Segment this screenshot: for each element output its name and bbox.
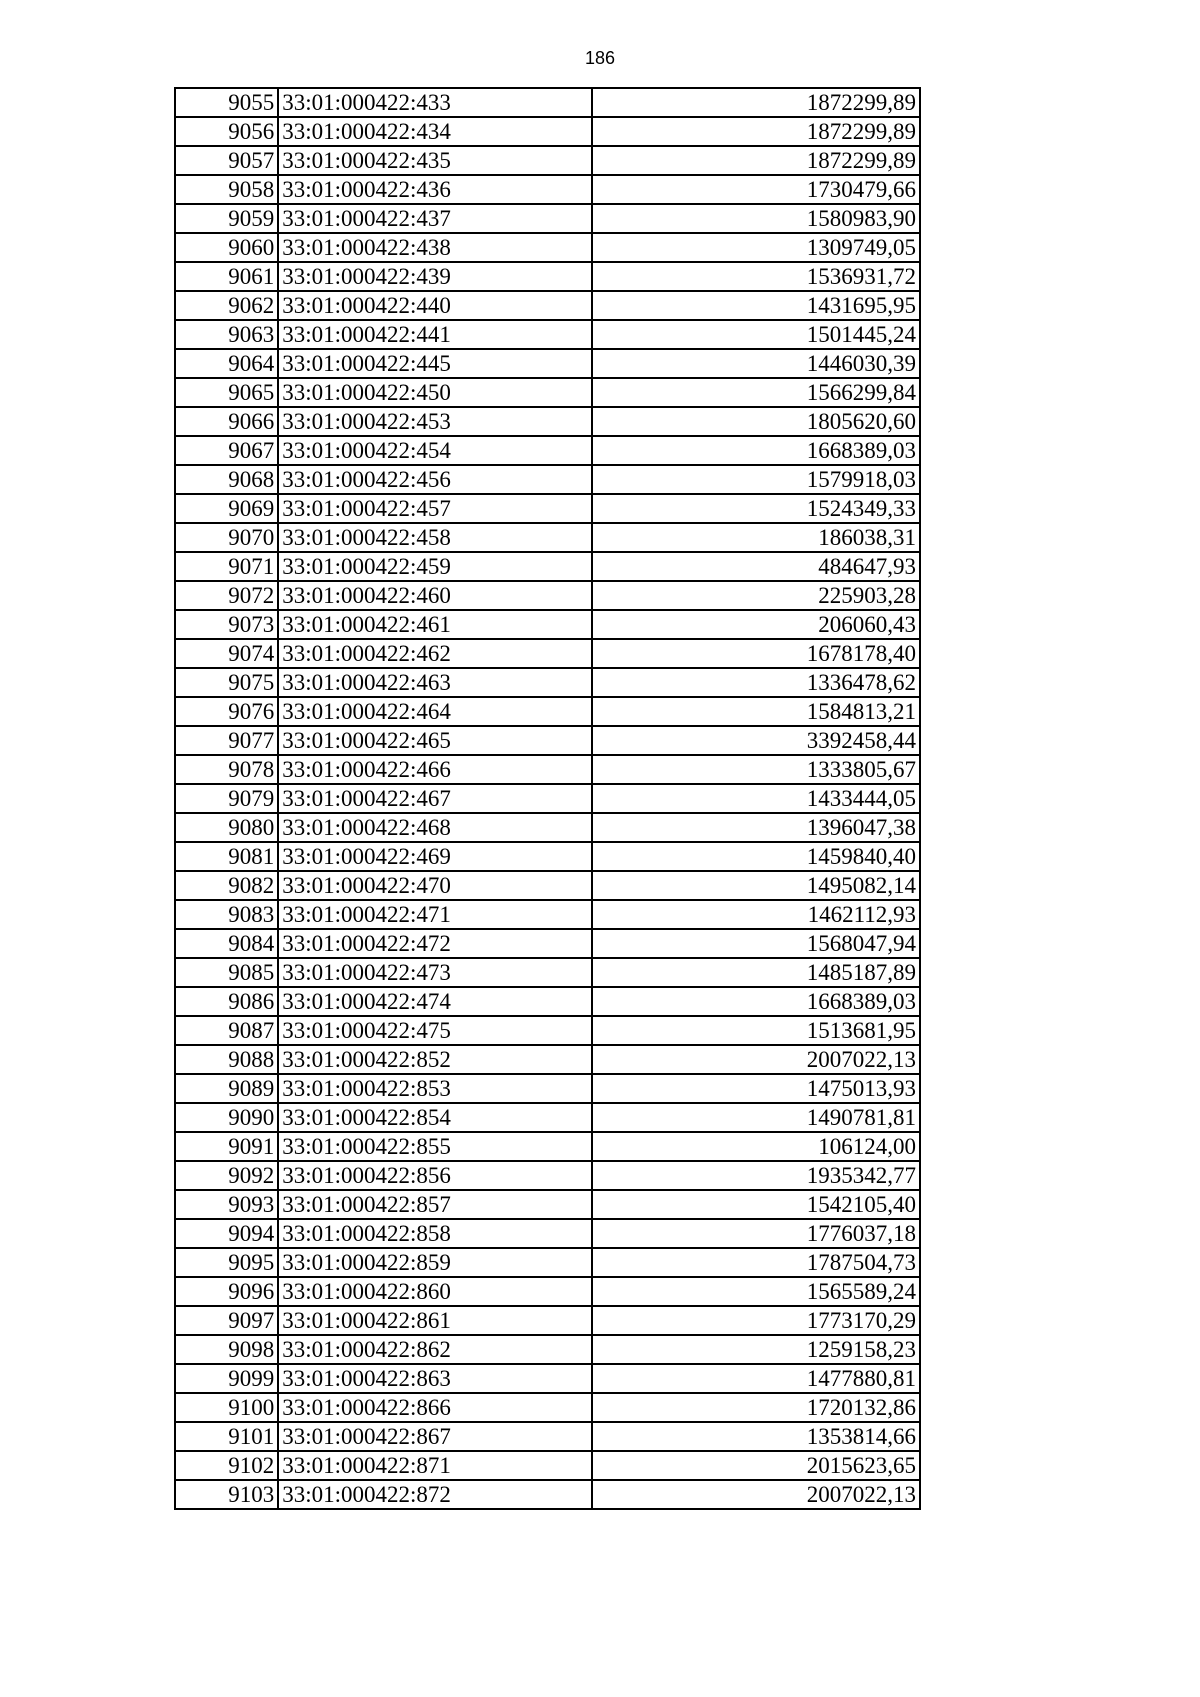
- table-row: [175, 117, 920, 146]
- table-row: [175, 88, 920, 117]
- row-number-cell: 9066: [175, 407, 278, 436]
- row-number-cell: 9087: [175, 1016, 278, 1045]
- cadastral-value-cell: 1730479,66: [592, 175, 920, 204]
- table-row: [175, 233, 920, 262]
- cadastral-number-cell: 33:01:000422:855: [278, 1132, 592, 1161]
- cadastral-value-cell: 1787504,73: [592, 1248, 920, 1277]
- cadastral-value-cell: 1459840,40: [592, 842, 920, 871]
- cadastral-number-cell: 33:01:000422:439: [278, 262, 592, 291]
- table-row: [175, 1277, 920, 1306]
- row-number-cell: 9100: [175, 1393, 278, 1422]
- cadastral-number-cell: 33:01:000422:433: [278, 88, 592, 117]
- cadastral-number-cell: 33:01:000422:467: [278, 784, 592, 813]
- cadastral-value-cell: 1805620,60: [592, 407, 920, 436]
- cadastral-number-cell: 33:01:000422:454: [278, 436, 592, 465]
- cadastral-number-cell: 33:01:000422:474: [278, 987, 592, 1016]
- row-number-cell: 9055: [175, 88, 278, 117]
- table-row: [175, 1132, 920, 1161]
- cadastral-value-cell: 1490781,81: [592, 1103, 920, 1132]
- cadastral-value-cell: 1579918,03: [592, 465, 920, 494]
- cadastral-number-cell: 33:01:000422:468: [278, 813, 592, 842]
- table-row: [175, 1045, 920, 1074]
- table-row: [175, 1248, 920, 1277]
- cadastral-number-cell: 33:01:000422:471: [278, 900, 592, 929]
- table-row: [175, 1161, 920, 1190]
- cadastral-value-cell: 1495082,14: [592, 871, 920, 900]
- cadastral-number-cell: 33:01:000422:475: [278, 1016, 592, 1045]
- table-row: [175, 407, 920, 436]
- row-number-cell: 9056: [175, 117, 278, 146]
- table-row: [175, 1103, 920, 1132]
- cadastral-value-cell: 484647,93: [592, 552, 920, 581]
- cadastral-number-cell: 33:01:000422:470: [278, 871, 592, 900]
- cadastral-value-cell: 1872299,89: [592, 117, 920, 146]
- table-row: [175, 1364, 920, 1393]
- cadastral-value-cell: 1566299,84: [592, 378, 920, 407]
- row-number-cell: 9086: [175, 987, 278, 1016]
- row-number-cell: 9065: [175, 378, 278, 407]
- cadastral-value-cell: 1580983,90: [592, 204, 920, 233]
- cadastral-value-cell: 1309749,05: [592, 233, 920, 262]
- cadastral-value-cell: 1431695,95: [592, 291, 920, 320]
- row-number-cell: 9081: [175, 842, 278, 871]
- cadastral-value-cell: 1678178,40: [592, 639, 920, 668]
- table-row: [175, 987, 920, 1016]
- cadastral-value-cell: 1776037,18: [592, 1219, 920, 1248]
- row-number-cell: 9091: [175, 1132, 278, 1161]
- row-number-cell: 9060: [175, 233, 278, 262]
- cadastral-number-cell: 33:01:000422:438: [278, 233, 592, 262]
- cadastral-value-cell: 1668389,03: [592, 436, 920, 465]
- cadastral-value-cell: 2007022,13: [592, 1480, 920, 1509]
- cadastral-number-cell: 33:01:000422:463: [278, 668, 592, 697]
- table-row: [175, 1016, 920, 1045]
- row-number-cell: 9089: [175, 1074, 278, 1103]
- cadastral-number-cell: 33:01:000422:863: [278, 1364, 592, 1393]
- cadastral-value-cell: 1568047,94: [592, 929, 920, 958]
- table-row: [175, 291, 920, 320]
- row-number-cell: 9085: [175, 958, 278, 987]
- row-number-cell: 9092: [175, 1161, 278, 1190]
- table-row: [175, 552, 920, 581]
- row-number-cell: 9090: [175, 1103, 278, 1132]
- table-row: [175, 1306, 920, 1335]
- cadastral-number-cell: 33:01:000422:872: [278, 1480, 592, 1509]
- cadastral-number-cell: 33:01:000422:469: [278, 842, 592, 871]
- cadastral-number-cell: 33:01:000422:460: [278, 581, 592, 610]
- cadastral-value-cell: 1501445,24: [592, 320, 920, 349]
- table-row: [175, 436, 920, 465]
- row-number-cell: 9074: [175, 639, 278, 668]
- table-row: [175, 900, 920, 929]
- cadastral-value-cell: 3392458,44: [592, 726, 920, 755]
- table-row: [175, 262, 920, 291]
- row-number-cell: 9064: [175, 349, 278, 378]
- table-row: [175, 784, 920, 813]
- row-number-cell: 9088: [175, 1045, 278, 1074]
- row-number-cell: 9084: [175, 929, 278, 958]
- cadastral-value-cell: 206060,43: [592, 610, 920, 639]
- table-row: [175, 755, 920, 784]
- table-row: [175, 958, 920, 987]
- row-number-cell: 9079: [175, 784, 278, 813]
- table-row: [175, 610, 920, 639]
- row-number-cell: 9070: [175, 523, 278, 552]
- cadastral-value-cell: 1333805,67: [592, 755, 920, 784]
- cadastral-value-cell: 1542105,40: [592, 1190, 920, 1219]
- cadastral-value-cell: 1872299,89: [592, 146, 920, 175]
- cadastral-value-cell: 1668389,03: [592, 987, 920, 1016]
- cadastral-value-cell: 225903,28: [592, 581, 920, 610]
- row-number-cell: 9093: [175, 1190, 278, 1219]
- row-number-cell: 9078: [175, 755, 278, 784]
- cadastral-number-cell: 33:01:000422:866: [278, 1393, 592, 1422]
- table-row: [175, 1190, 920, 1219]
- row-number-cell: 9099: [175, 1364, 278, 1393]
- cadastral-number-cell: 33:01:000422:853: [278, 1074, 592, 1103]
- cadastral-number-cell: 33:01:000422:473: [278, 958, 592, 987]
- row-number-cell: 9095: [175, 1248, 278, 1277]
- cadastral-number-cell: 33:01:000422:450: [278, 378, 592, 407]
- table-row: [175, 813, 920, 842]
- cadastral-value-cell: 1336478,62: [592, 668, 920, 697]
- row-number-cell: 9072: [175, 581, 278, 610]
- cadastral-number-cell: 33:01:000422:852: [278, 1045, 592, 1074]
- cadastral-number-cell: 33:01:000422:462: [278, 639, 592, 668]
- row-number-cell: 9103: [175, 1480, 278, 1509]
- table-row: [175, 378, 920, 407]
- row-number-cell: 9069: [175, 494, 278, 523]
- row-number-cell: 9102: [175, 1451, 278, 1480]
- table-row: [175, 1393, 920, 1422]
- cadastral-value-cell: 1396047,38: [592, 813, 920, 842]
- cadastral-number-cell: 33:01:000422:858: [278, 1219, 592, 1248]
- cadastral-number-cell: 33:01:000422:453: [278, 407, 592, 436]
- cadastral-number-cell: 33:01:000422:457: [278, 494, 592, 523]
- cadastral-value-cell: 1353814,66: [592, 1422, 920, 1451]
- row-number-cell: 9083: [175, 900, 278, 929]
- cadastral-number-cell: 33:01:000422:861: [278, 1306, 592, 1335]
- table-row: [175, 175, 920, 204]
- page-number: 186: [584, 48, 616, 68]
- row-number-cell: 9067: [175, 436, 278, 465]
- table-row: [175, 1219, 920, 1248]
- row-number-cell: 9063: [175, 320, 278, 349]
- table-row: [175, 1335, 920, 1364]
- row-number-cell: 9076: [175, 697, 278, 726]
- cadastral-value-cell: 1446030,39: [592, 349, 920, 378]
- row-number-cell: 9057: [175, 146, 278, 175]
- table-row: [175, 204, 920, 233]
- table-row: [175, 1480, 920, 1509]
- cadastral-number-cell: 33:01:000422:466: [278, 755, 592, 784]
- cadastral-number-cell: 33:01:000422:459: [278, 552, 592, 581]
- cadastral-value-cell: 1872299,89: [592, 88, 920, 117]
- row-number-cell: 9098: [175, 1335, 278, 1364]
- cadastral-number-cell: 33:01:000422:435: [278, 146, 592, 175]
- cadastral-number-cell: 33:01:000422:862: [278, 1335, 592, 1364]
- cadastral-number-cell: 33:01:000422:445: [278, 349, 592, 378]
- table-row: [175, 494, 920, 523]
- cadastral-number-cell: 33:01:000422:437: [278, 204, 592, 233]
- table-body: [175, 88, 920, 1509]
- row-number-cell: 9097: [175, 1306, 278, 1335]
- table-row: [175, 697, 920, 726]
- cadastral-value-cell: 106124,00: [592, 1132, 920, 1161]
- table-row: [175, 842, 920, 871]
- table-row: [175, 639, 920, 668]
- cadastral-value-cell: 1513681,95: [592, 1016, 920, 1045]
- row-number-cell: 9096: [175, 1277, 278, 1306]
- table-row: [175, 726, 920, 755]
- table-row: [175, 1451, 920, 1480]
- cadastral-number-cell: 33:01:000422:458: [278, 523, 592, 552]
- cadastral-value-cell: 2007022,13: [592, 1045, 920, 1074]
- cadastral-value-cell: 1477880,81: [592, 1364, 920, 1393]
- cadastral-number-cell: 33:01:000422:871: [278, 1451, 592, 1480]
- row-number-cell: 9062: [175, 291, 278, 320]
- cadastral-number-cell: 33:01:000422:854: [278, 1103, 592, 1132]
- cadastral-value-cell: 2015623,65: [592, 1451, 920, 1480]
- cadastral-value-cell: 1536931,72: [592, 262, 920, 291]
- cadastral-number-cell: 33:01:000422:464: [278, 697, 592, 726]
- row-number-cell: 9094: [175, 1219, 278, 1248]
- cadastral-number-cell: 33:01:000422:440: [278, 291, 592, 320]
- cadastral-value-table: [174, 87, 921, 1510]
- cadastral-number-cell: 33:01:000422:461: [278, 610, 592, 639]
- table-row: [175, 523, 920, 552]
- row-number-cell: 9071: [175, 552, 278, 581]
- table-row: [175, 871, 920, 900]
- table-row: [175, 320, 920, 349]
- cadastral-number-cell: 33:01:000422:434: [278, 117, 592, 146]
- row-number-cell: 9061: [175, 262, 278, 291]
- row-number-cell: 9077: [175, 726, 278, 755]
- cadastral-value-cell: 1524349,33: [592, 494, 920, 523]
- cadastral-number-cell: 33:01:000422:860: [278, 1277, 592, 1306]
- row-number-cell: 9101: [175, 1422, 278, 1451]
- cadastral-number-cell: 33:01:000422:441: [278, 320, 592, 349]
- cadastral-value-cell: 1720132,86: [592, 1393, 920, 1422]
- table-row: [175, 465, 920, 494]
- row-number-cell: 9059: [175, 204, 278, 233]
- cadastral-value-cell: 186038,31: [592, 523, 920, 552]
- table-row: [175, 581, 920, 610]
- cadastral-number-cell: 33:01:000422:465: [278, 726, 592, 755]
- row-number-cell: 9080: [175, 813, 278, 842]
- cadastral-value-cell: 1475013,93: [592, 1074, 920, 1103]
- table-row: [175, 349, 920, 378]
- cadastral-number-cell: 33:01:000422:436: [278, 175, 592, 204]
- cadastral-number-cell: 33:01:000422:456: [278, 465, 592, 494]
- row-number-cell: 9073: [175, 610, 278, 639]
- cadastral-value-cell: 1773170,29: [592, 1306, 920, 1335]
- cadastral-value-cell: 1935342,77: [592, 1161, 920, 1190]
- table-row: [175, 146, 920, 175]
- cadastral-number-cell: 33:01:000422:857: [278, 1190, 592, 1219]
- row-number-cell: 9068: [175, 465, 278, 494]
- cadastral-number-cell: 33:01:000422:867: [278, 1422, 592, 1451]
- table-row: [175, 668, 920, 697]
- cadastral-value-cell: 1584813,21: [592, 697, 920, 726]
- cadastral-value-cell: 1462112,93: [592, 900, 920, 929]
- cadastral-value-cell: 1485187,89: [592, 958, 920, 987]
- cadastral-value-cell: 1259158,23: [592, 1335, 920, 1364]
- cadastral-number-cell: 33:01:000422:856: [278, 1161, 592, 1190]
- cadastral-number-cell: 33:01:000422:472: [278, 929, 592, 958]
- row-number-cell: 9082: [175, 871, 278, 900]
- cadastral-number-cell: 33:01:000422:859: [278, 1248, 592, 1277]
- cadastral-value-cell: 1433444,05: [592, 784, 920, 813]
- table-row: [175, 929, 920, 958]
- row-number-cell: 9075: [175, 668, 278, 697]
- row-number-cell: 9058: [175, 175, 278, 204]
- table-row: [175, 1074, 920, 1103]
- cadastral-value-cell: 1565589,24: [592, 1277, 920, 1306]
- table-row: [175, 1422, 920, 1451]
